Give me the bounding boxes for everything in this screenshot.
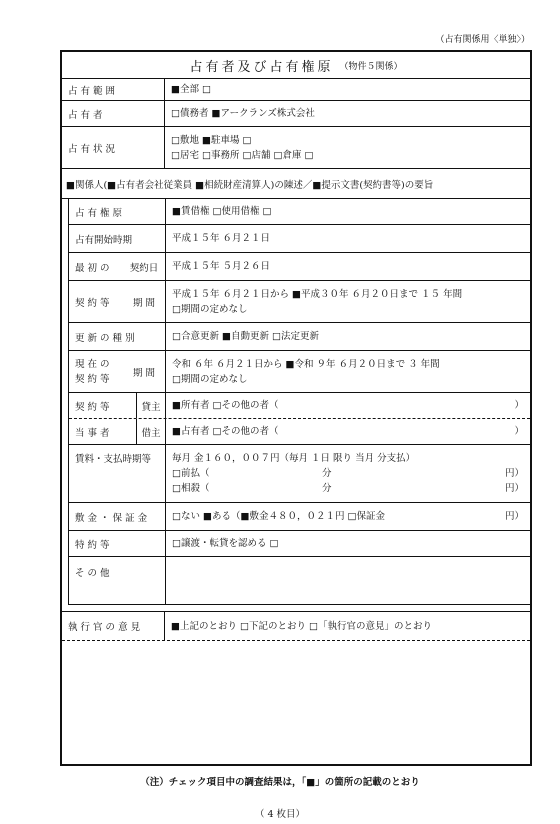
row-first-contract [69,253,530,281]
deposit-close: 円） [504,511,524,522]
first-contract-value: 平成１５年 ５月２６日 [172,261,271,272]
page-number: （ 4 枚目） [254,809,306,820]
details-block [68,199,530,605]
row-start [69,225,530,253]
row-occupant [62,101,530,127]
deposit-value: □ない ■ある（■敷金４８０，０２１円 □保証金 [172,511,385,522]
renewal-value: □合意更新 ■自動更新 □法定更新 [172,331,319,342]
period-label-a: 契 約 等 [75,297,110,309]
lessee-tag: 借主 [137,419,166,444]
row-lessee [69,419,530,445]
scope-label: 占 有 範 囲 [62,79,165,100]
special-value: □譲渡・転貸を認める □ [172,538,279,549]
row-current [69,351,530,393]
lessor-value: ■所有者 □その他の者（ [172,400,279,411]
other-label: そ の 他 [69,557,166,604]
occupant-value: □債務者 ■アークランズ株式会社 [171,108,315,119]
form-type-label: （占有関係用〈単独〉） [435,35,530,45]
period-label-b: 期 間 [123,281,166,322]
rent-prepay: □前払（ [172,468,210,479]
rent-prepay-yen: 円） [504,468,524,479]
status-line1: □敷地 ■駐車場 □ [171,134,252,146]
period-line2: □期間の定めなし [172,303,248,315]
statement-text: ■関係人(■占有者会社従業員 ■相続財産清算人)の陳述／■提示文書(契約書等)の要旨 [66,179,434,191]
status-line2: □居宅 □事務所 □店舗 □倉庫 □ [171,149,314,161]
lessee-label: 当 事 者 [69,419,137,444]
status-label: 占 有 状 況 [62,127,165,168]
lessor-tag: 貸主 [137,393,166,418]
row-opinion [62,611,530,641]
special-label: 特 約 等 [69,531,166,556]
current-line2: □期間の定めなし [172,373,248,385]
form-title-sub: （物件５関係） [339,61,403,72]
lessee-value: ■占有者 □その他の者（ [172,426,279,437]
row-status [62,127,530,169]
opinion-label: 執 行 官 の 意 見 [62,612,165,640]
first-contract-label-a: 最 初 の [75,262,110,274]
period-line1: 平成１５年 ６月２１日から ■平成３０年 ６月２０日まで １５ 年間 [172,288,463,300]
rent-offset-unit: 分 [322,483,332,494]
row-lessor [69,393,530,419]
start-label: 占有開始時期 [69,225,166,252]
row-special [69,531,530,557]
scope-value: ■全部 □ [171,84,211,95]
title-right-label: 占 有 権 原 [69,199,166,224]
row-title-right [69,199,530,225]
rent-prepay-unit: 分 [322,468,332,479]
row-deposit [69,503,530,531]
footnote: （注）チェック項目中の調査結果は，「■」の箇所の記載のとおり [140,777,420,788]
opinion-value: ■上記のとおり □下記のとおり □「執行官の意見」のとおり [171,620,432,632]
row-renewal [69,323,530,351]
row-period [69,281,530,323]
rent-offset: □相殺（ [172,483,210,494]
renewal-label: 更 新 の 種 別 [69,323,166,350]
first-contract-label-b: 契約日 [123,253,166,280]
form-title [62,52,530,79]
occupancy-form [60,50,532,766]
current-label-a2: 契 約 等 [75,373,110,385]
lessor-close: ） [514,400,524,411]
rent-label: 賃料・支払時期等 [69,445,166,502]
rent-line1: 毎月 金１６０，００７円（毎月 １日 限り 当月 分支払） [172,453,416,464]
lessee-close: ） [514,426,524,437]
occupant-label: 占 有 者 [62,101,165,126]
start-value: 平成１５年 ６月２１日 [172,233,271,244]
current-label-a: 現 在 の [75,358,110,370]
row-rent [69,445,530,503]
rent-offset-yen: 円） [504,483,524,494]
row-other [69,557,530,605]
row-statement [62,169,530,199]
deposit-label: 敷 金 ・ 保 証 金 [69,503,166,530]
row-scope [62,79,530,101]
current-line1: 令和 ６年 ６月２１日から ■令和 ９年 ６月２０日まで ３ 年間 [172,358,440,370]
current-label-b: 期 間 [123,351,166,392]
title-right-value: ■賃借権 □使用借権 □ [172,206,272,217]
lessor-label: 契 約 等 [69,393,137,418]
form-title-main: 占有者及び占有権原 [189,59,334,75]
